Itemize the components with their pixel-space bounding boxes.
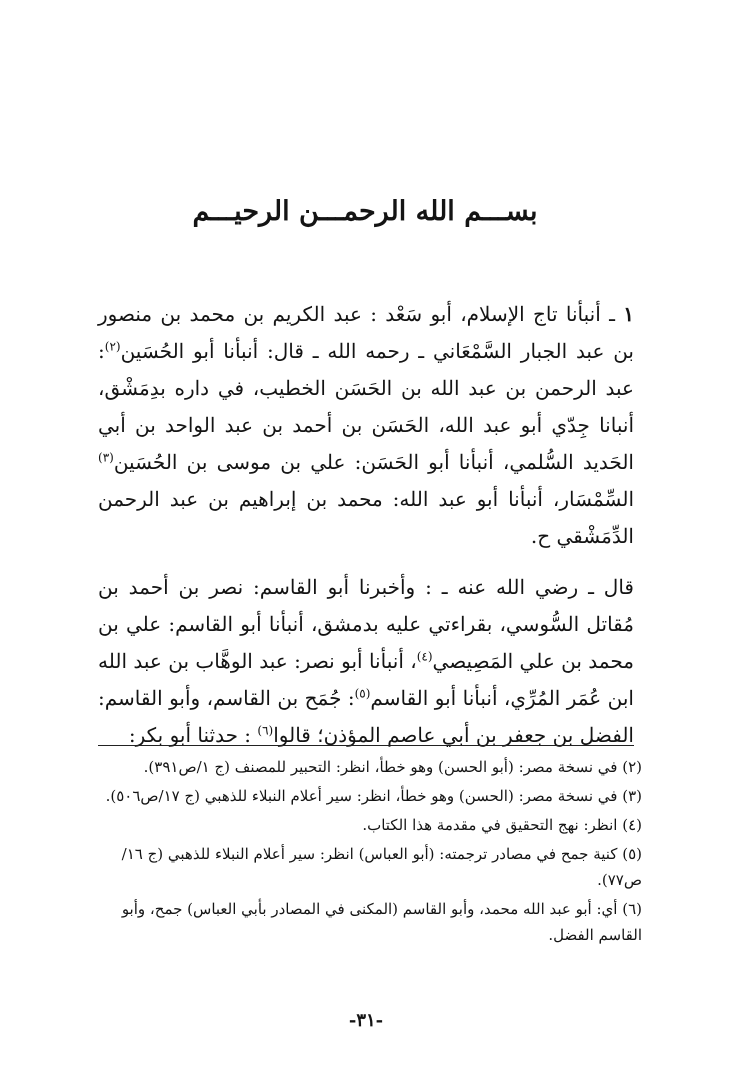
paragraph-2-text-c: : جُمَح بن القاسم، وأبو القاسم: الفضل بن جعفر بن أبي عاصم المؤذن؛ قالوا	[98, 686, 634, 747]
footnote-5: (٥) كنية جمح في مصادر ترجمته: (أبو العباس) انظر: سير أعلام النبلاء للذهبي (ج ١٦/ص٧٧).	[121, 845, 642, 889]
footnote-ref-3[interactable]: (٣)	[98, 450, 114, 465]
footnote-ref-5[interactable]: (٥)	[354, 686, 371, 701]
footnote-ref-6[interactable]: (٦)	[257, 723, 274, 738]
footnote-2: (٢) في نسخة مصر: (أبو الحسن) وهو خطأ، انظر: التحبير للمصنف (ج ١/ص٣٩١).	[143, 758, 642, 776]
paragraph-2-text-a: قال ـ رضي الله عنه ـ : وأخبرنا أبو القاسم: نصر بن أحمد بن مُقاتل السُّوسي، بقراءتي عليه بدمشق، أنبأنا أبو القاسم: علي بن محمد بن علي المَصِيصي	[98, 575, 634, 673]
paragraph-1-text-c: السِّمْسَار، أنبأنا أبو عبد الله: محمد بن إبراهيم بن عبد الرحمن الدِّمَشْقي ح.	[98, 487, 634, 548]
basmala-heading: بســـم الله الرحمـــن الرحيـــم	[192, 196, 538, 227]
footnote-6: (٦) أي: أبو عبد الله محمد، وأبو القاسم (المكنى في المصادر بأبي العباس) جمح، وأبو القاسم الفضل.	[121, 900, 642, 944]
main-text	[98, 296, 634, 754]
paragraph-1	[98, 296, 634, 555]
paragraph-1-text-a: ـ أنبأنا تاج الإسلام، أبو سَعْد : عبد الكريم بن محمد بن منصور بن عبد الجبار السَّمْعَاني ـ رحمه الله ـ قال: أنبأنا أبو الحُسَين	[98, 302, 634, 363]
paragraph-2	[98, 569, 634, 754]
footnote-3: (٣) في نسخة مصر: (الحسن) وهو خطأ، انظر: سير أعلام النبلاء للذهبي (ج ١٧/ص٥٠٦).	[105, 787, 642, 805]
paragraph-1-text-b: : عبد الرحمن بن عبد الله بن الحَسَن الخطيب، في داره بدِمَشْق، أنبانا جِدّي أبو عبد الله، الحَسَن بن أحمد بن عبد الواحد بن أبي الحَديد السُّلمي، أنبأنا أبو الحَسَن: علي بن موسى بن الحُسَين	[98, 339, 634, 474]
paragraph-number: ١	[623, 302, 635, 326]
footnote-4: (٤) انظر: نهج التحقيق في مقدمة هذا الكتاب.	[362, 816, 642, 834]
paragraph-2-text-d: : حدثنا أبو بكر:	[128, 723, 258, 747]
footnotes	[98, 754, 642, 951]
footnote-ref-2[interactable]: (٢)	[104, 339, 121, 354]
footnote-ref-4[interactable]: (٤)	[416, 649, 433, 664]
footnote-divider	[98, 745, 634, 746]
page-number: -٣١-	[348, 1010, 384, 1031]
paragraph-2-text-b: ، أنبأنا أبو نصر: عبد الوهَّاب بن عبد الله ابن عُمَر المُرِّي، أنبأنا أبو القاسم	[98, 649, 634, 710]
